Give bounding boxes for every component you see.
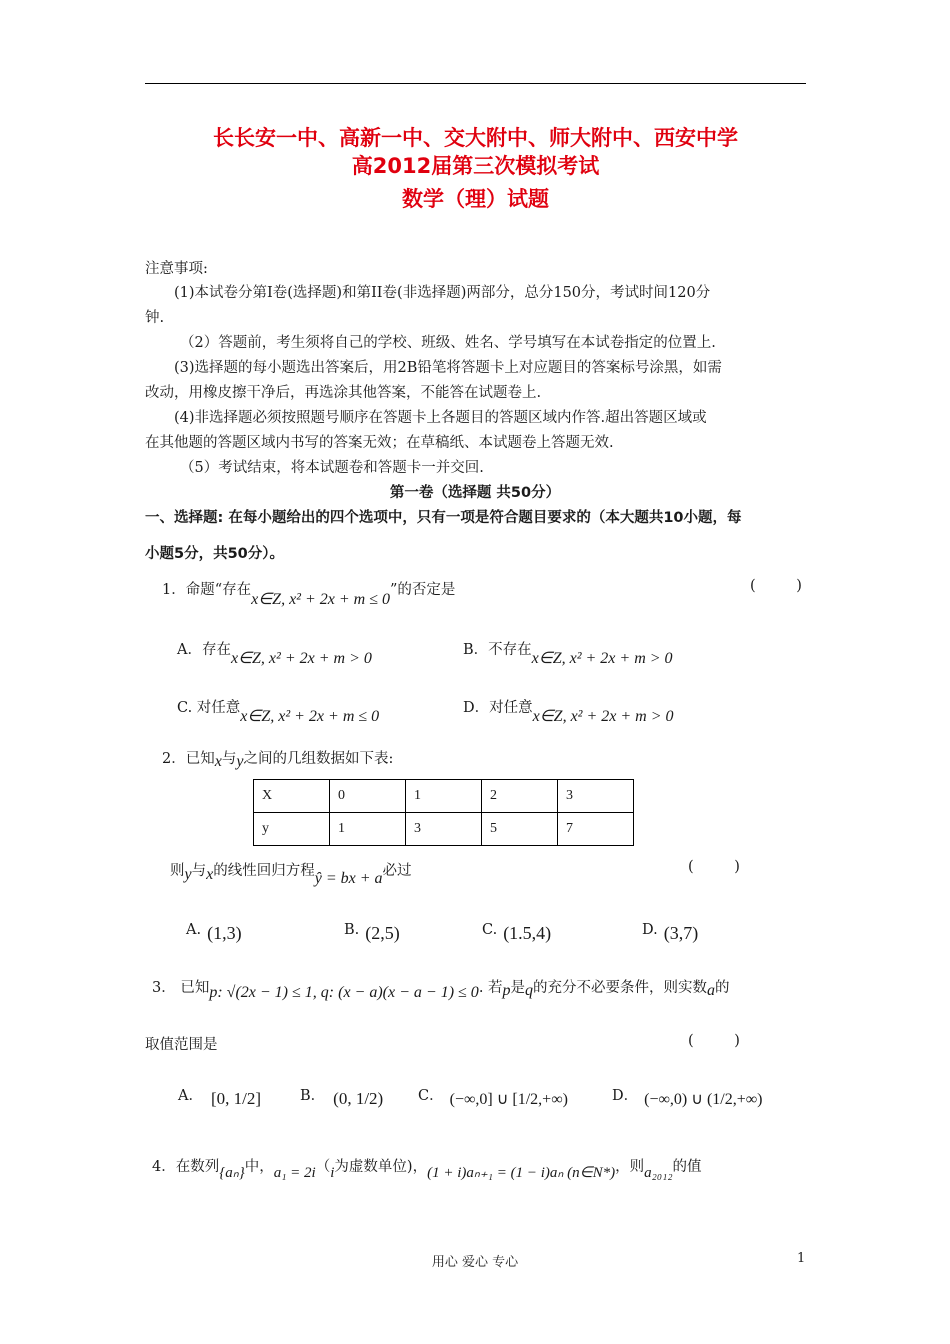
table-cell: 7 xyxy=(558,813,634,846)
note-4-cont: 在其他题的答题区域内书写的答案无效；在草稿纸、本试题卷上答题无效. xyxy=(145,435,614,451)
q3-option-a: A． [0, 1/2] xyxy=(178,1088,262,1108)
table-cell: 1 xyxy=(330,813,406,846)
note-3: (3)选择题的每小题选出答案后，用2B铅笔将答题卡上对应题目的答案标号涂黑，如需 xyxy=(174,360,722,376)
q2-stem: 2．已知x与y之间的几组数据如下表: xyxy=(162,751,394,770)
notes-heading: 注意事项: xyxy=(145,261,208,277)
q3-answer-paren: ( ) xyxy=(688,1033,758,1049)
note-3-cont: 改动，用橡皮擦干净后，再选涂其他答案，不能答在试题卷上. xyxy=(145,385,542,401)
q2-option-b: B. (2,5) xyxy=(344,922,400,943)
table-row xyxy=(254,813,634,846)
q3-option-c: C． (−∞,0] ∪ [1/2,+∞) xyxy=(418,1088,568,1108)
part1-title: 第一卷（选择题 共50分） xyxy=(389,485,561,501)
section-one-heading-cont: 小题5分，共50分）。 xyxy=(145,546,285,562)
table-cell: 2 xyxy=(482,780,558,813)
note-1: (1)本试卷分第I卷(选择题)和第II卷(非选择题)两部分，总分150分，考试时间120分 xyxy=(174,285,711,301)
table-cell: 1 xyxy=(406,780,482,813)
table-row xyxy=(254,780,634,813)
q1-option-b: B．不存在x∈Z, x² + 2x + m > 0 xyxy=(463,642,673,667)
title-schools: 长长安一中、高新一中、交大附中、师大附中、西安中学 xyxy=(213,126,738,150)
section-one-heading: 一、选择题: 在每小题给出的四个选项中，只有一项是符合题目要求的（本大题共10小题，每 xyxy=(145,510,742,526)
table-cell: 5 xyxy=(482,813,558,846)
q2-option-a: A. (1,3) xyxy=(186,922,242,943)
title-subject: 数学（理）试题 xyxy=(402,187,549,211)
q2-answer-paren: ( ) xyxy=(688,859,758,875)
q3-stem-cont: 取值范围是 xyxy=(145,1037,218,1053)
header-rule xyxy=(145,83,806,84)
title-exam: 高2012届第三次模拟考试 xyxy=(351,154,600,178)
q2-regression-line: 则y与x的线性回归方程ŷ = bx + a必过 xyxy=(170,863,412,887)
table-cell: X xyxy=(254,780,330,813)
q3-stem: 3． 已知p: √(2x − 1) ≤ 1, q: (x − a)(x − a − 1) ≤ 0. 若p是q的充分不必要条件，则实数a的 xyxy=(152,980,730,1001)
q1-proposition: x∈Z, x² + 2x + m ≤ 0 xyxy=(251,591,391,608)
table-cell: y xyxy=(254,813,330,846)
q2-option-c: C. (1.5,4) xyxy=(482,922,552,943)
table-cell: 3 xyxy=(406,813,482,846)
q2-data-table xyxy=(253,779,634,846)
table-cell: 3 xyxy=(558,780,634,813)
q4-recurrence: (1 + i)aₙ₊₁ = (1 − i)aₙ (n∈N*) xyxy=(427,1165,616,1181)
note-5: （5）考试结束，将本试题卷和答题卡一并交回. xyxy=(180,460,484,476)
page-number: 1 xyxy=(797,1251,806,1266)
note-1-cont: 钟. xyxy=(145,310,165,326)
q1-option-a: A．存在x∈Z, x² + 2x + m > 0 xyxy=(177,642,372,667)
footer-motto: 用心 爱心 专心 xyxy=(431,1255,519,1270)
q2-option-d: D. (3,7) xyxy=(642,922,699,943)
q3-option-b: B． (0, 1/2) xyxy=(300,1088,384,1108)
q4-stem: 4．在数列{aₙ}中，a₁ = 2i（i为虚数单位)，(1 + i)aₙ₊₁ = (1 − i)aₙ (n∈N*)，则a₂₀₁₂的值 xyxy=(152,1159,702,1181)
q1-answer-paren: ( ) xyxy=(750,578,820,594)
q2-regression-equation: ŷ = bx + a xyxy=(314,870,383,887)
q1-option-c: C. 对任意x∈Z, x² + 2x + m ≤ 0 xyxy=(177,700,380,725)
q1-stem: 1．命题“存在x∈Z, x² + 2x + m ≤ 0”的否定是 xyxy=(162,582,456,608)
q3-conditions: p: √(2x − 1) ≤ 1, q: (x − a)(x − a − 1) ≤ 0 xyxy=(209,984,479,1001)
note-4: (4)非选择题必须按照题号顺序在答题卡上各题目的答题区域内作答.超出答题区域或 xyxy=(174,410,707,426)
q3-option-d: D． (−∞,0) ∪ (1/2,+∞) xyxy=(612,1088,763,1108)
q1-option-d: D．对任意x∈Z, x² + 2x + m > 0 xyxy=(463,700,674,725)
note-2: （2）答题前，考生须将自己的学校、班级、姓名、学号填写在本试卷指定的位置上. xyxy=(180,335,716,351)
table-cell: 0 xyxy=(330,780,406,813)
